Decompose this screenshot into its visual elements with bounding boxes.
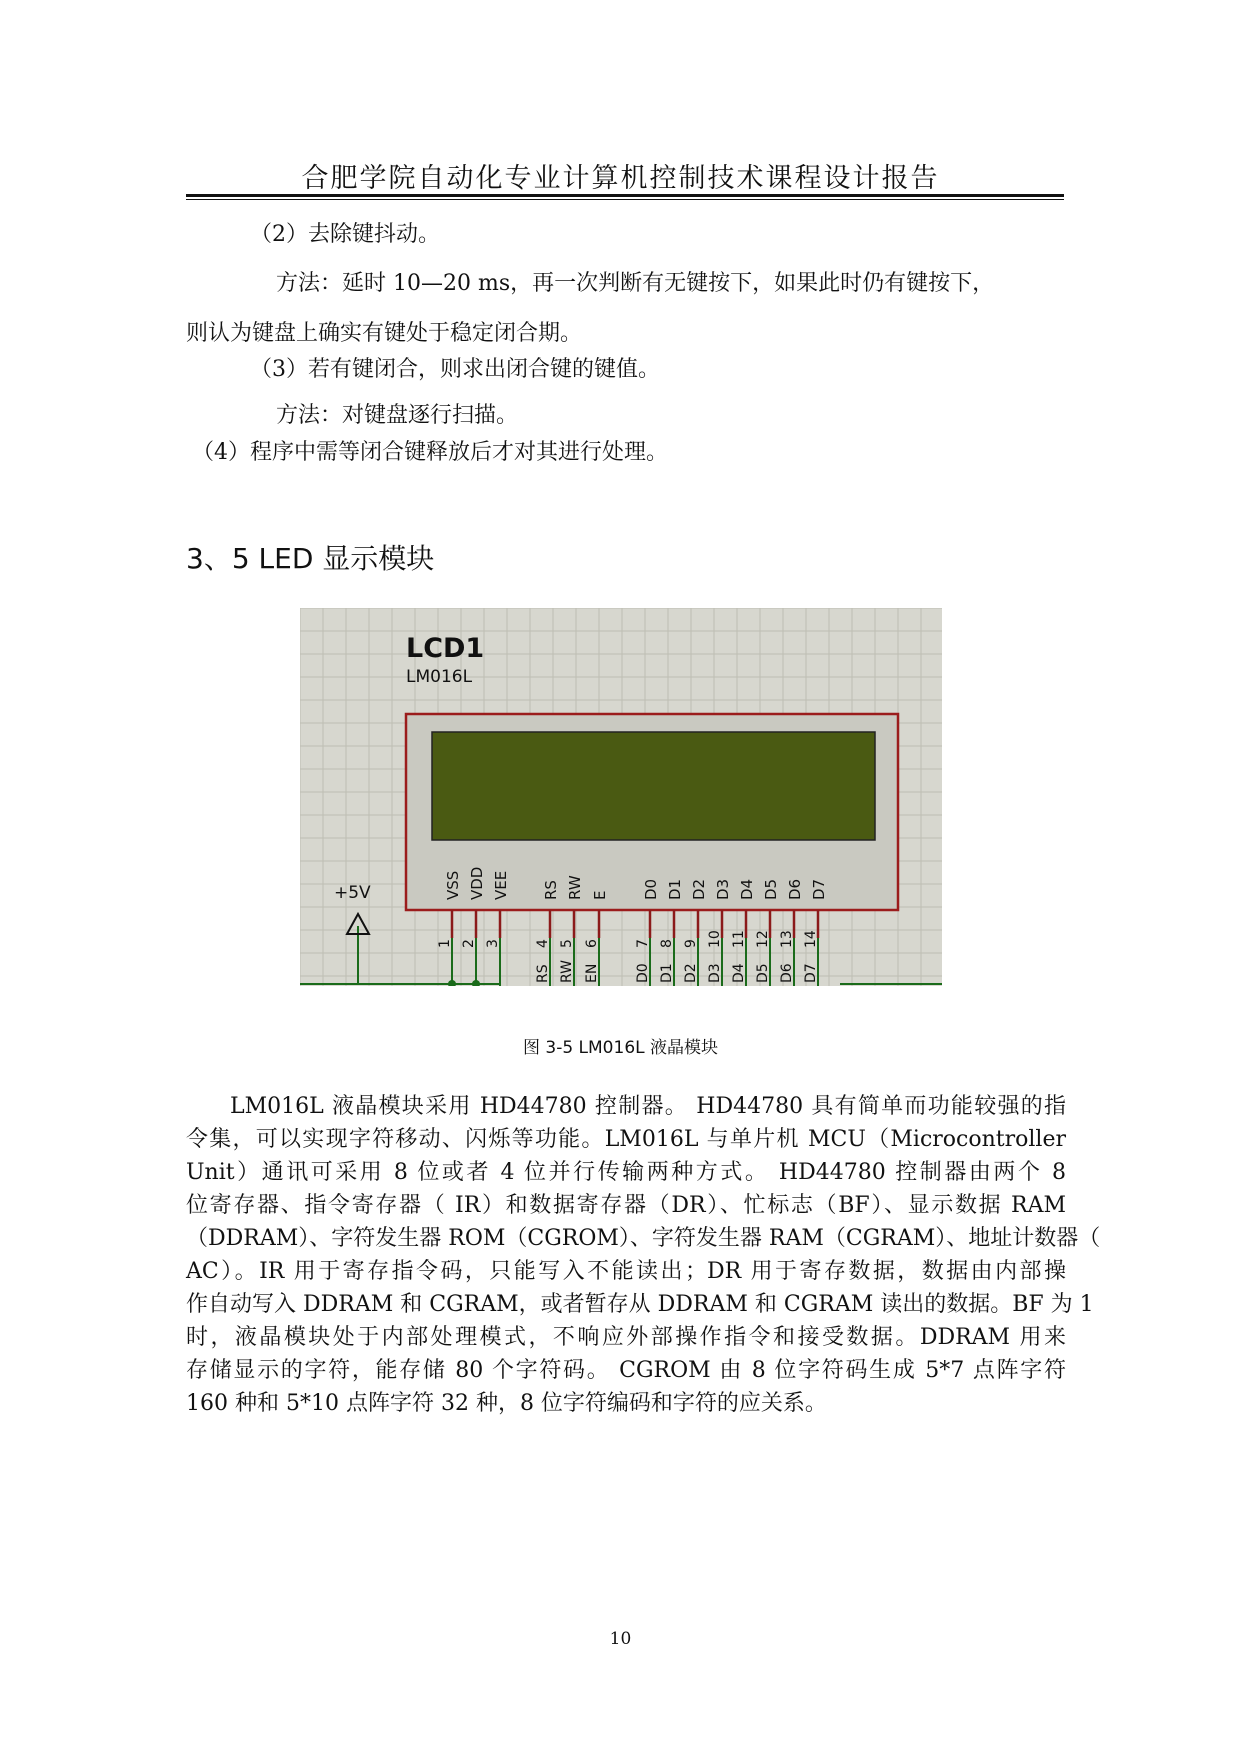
wire-label: D7: [803, 963, 819, 983]
pin-name-vee: VEE: [492, 870, 510, 900]
pin-number: 13: [779, 930, 795, 948]
step-2-method: 方法：延时 10—20 ms，再一次判断有无键按下，如果此时仍有键按下，: [276, 271, 995, 296]
wire-label: D4: [731, 963, 747, 983]
component-ref: LCD1: [406, 633, 485, 664]
pin-number: 1: [437, 939, 453, 948]
wire-label: EN: [584, 963, 600, 983]
pin-number: 8: [659, 939, 675, 948]
figure-caption: 图 3-5 LM016L 液晶模块: [522, 1038, 719, 1058]
pin-name-rs: RS: [542, 880, 560, 900]
pin-number: 3: [485, 939, 501, 948]
pin-number: 4: [535, 939, 551, 948]
step-2: （2）去除键抖动。: [250, 222, 440, 247]
body-line: 作自动写入 DDRAM 和 CGRAM，或者暂存从 DDRAM 和 CGRAM 读出的数据。BF 为 1: [186, 1292, 1094, 1317]
junction-dot: [472, 980, 480, 986]
wire-label: D2: [683, 963, 699, 983]
pin-name-d5: D5: [762, 878, 780, 900]
pin-name-vss: VSS: [444, 870, 462, 900]
pin-name-d1: D1: [666, 878, 684, 900]
wire-label: D1: [659, 963, 675, 983]
pin-number: 12: [755, 930, 771, 948]
wire-label: RW: [559, 959, 575, 983]
pin-name-e: E: [591, 890, 609, 900]
pin-number: 7: [635, 939, 651, 948]
header-rule-thin: [186, 199, 1064, 200]
pin-name-d2: D2: [690, 878, 708, 900]
pin-number: 6: [584, 939, 600, 948]
lcd-schematic-figure: [300, 608, 942, 986]
body-line: LM016L 液晶模块采用 HD44780 控制器。 HD44780 具有简单而功能较强的指: [230, 1094, 1066, 1119]
pin-name-vdd: VDD: [468, 866, 486, 900]
pin-number: 2: [461, 939, 477, 948]
pin-number: 5: [559, 939, 575, 948]
page-number: 10: [609, 1629, 632, 1649]
pin-name-d4: D4: [738, 878, 756, 900]
pin-number: 14: [803, 930, 819, 948]
pin-name-d7: D7: [810, 878, 828, 900]
body-line: 存储显示的字符，能存储 80 个字符码。 CGROM 由 8 位字符码生成 5*7 点阵字符: [186, 1358, 1066, 1383]
wire-label: RS: [535, 964, 551, 983]
pin-number: 10: [707, 930, 723, 948]
body-line: （DDRAM）、字符发生器 ROM（CGROM）、字符发生器 RAM（CGRAM）、地址计数器（: [186, 1226, 1101, 1251]
supply-label: +5V: [334, 883, 371, 903]
pin-name-d3: D3: [714, 878, 732, 900]
page-header: 合肥学院自动化专业计算机控制技术课程设计报告: [301, 163, 940, 194]
pin-number: 9: [683, 939, 699, 948]
wire-label: D5: [755, 963, 771, 983]
lcd-screen: [432, 732, 875, 840]
step-2-method-cont: 则认为键盘上确实有键处于稳定闭合期。: [186, 321, 583, 346]
pin-name-rw: RW: [566, 875, 584, 900]
wire-label: D6: [779, 963, 795, 983]
header-rule-thick: [186, 194, 1064, 197]
body-line: Unit）通讯可采用 8 位或者 4 位并行传输两种方式。 HD44780 控制器由两个 8: [186, 1160, 1066, 1185]
pin-name-d0: D0: [642, 878, 660, 900]
body-line: 令集，可以实现字符移动、闪烁等功能。LM016L 与单片机 MCU（Microcontroller: [186, 1127, 1066, 1152]
pin-name-d6: D6: [786, 878, 804, 900]
wire-label: D3: [707, 963, 723, 983]
step-4: （4）程序中需等闭合键释放后才对其进行处理。: [192, 440, 668, 465]
body-line: AC）。IR 用于寄存指令码，只能写入不能读出；DR 用于寄存数据，数据由内部操: [186, 1259, 1066, 1284]
pin-number: 11: [731, 930, 747, 948]
body-line: 时，液晶模块处于内部处理模式，不响应外部操作指令和接受数据。DDRAM 用来: [186, 1325, 1066, 1350]
body-line: 160 种和 5*10 点阵字符 32 种，8 位字符编码和字符的应关系。: [186, 1391, 827, 1416]
section-heading: 3、5 LED 显示模块: [186, 542, 435, 575]
junction-dot: [448, 980, 456, 986]
lcd-schematic: [300, 608, 942, 986]
body-line: 位寄存器、指令寄存器（ IR）和数据寄存器（DR）、忙标志（BF）、显示数据 RAM: [186, 1193, 1066, 1218]
step-3-method: 方法：对键盘逐行扫描。: [276, 403, 519, 428]
step-3: （3）若有键闭合，则求出闭合键的键值。: [250, 357, 660, 382]
power-supply-symbol: [334, 883, 371, 984]
body-paragraph: [186, 1090, 1101, 1420]
wire-label: D0: [635, 963, 651, 983]
component-model: LM016L: [406, 667, 473, 687]
